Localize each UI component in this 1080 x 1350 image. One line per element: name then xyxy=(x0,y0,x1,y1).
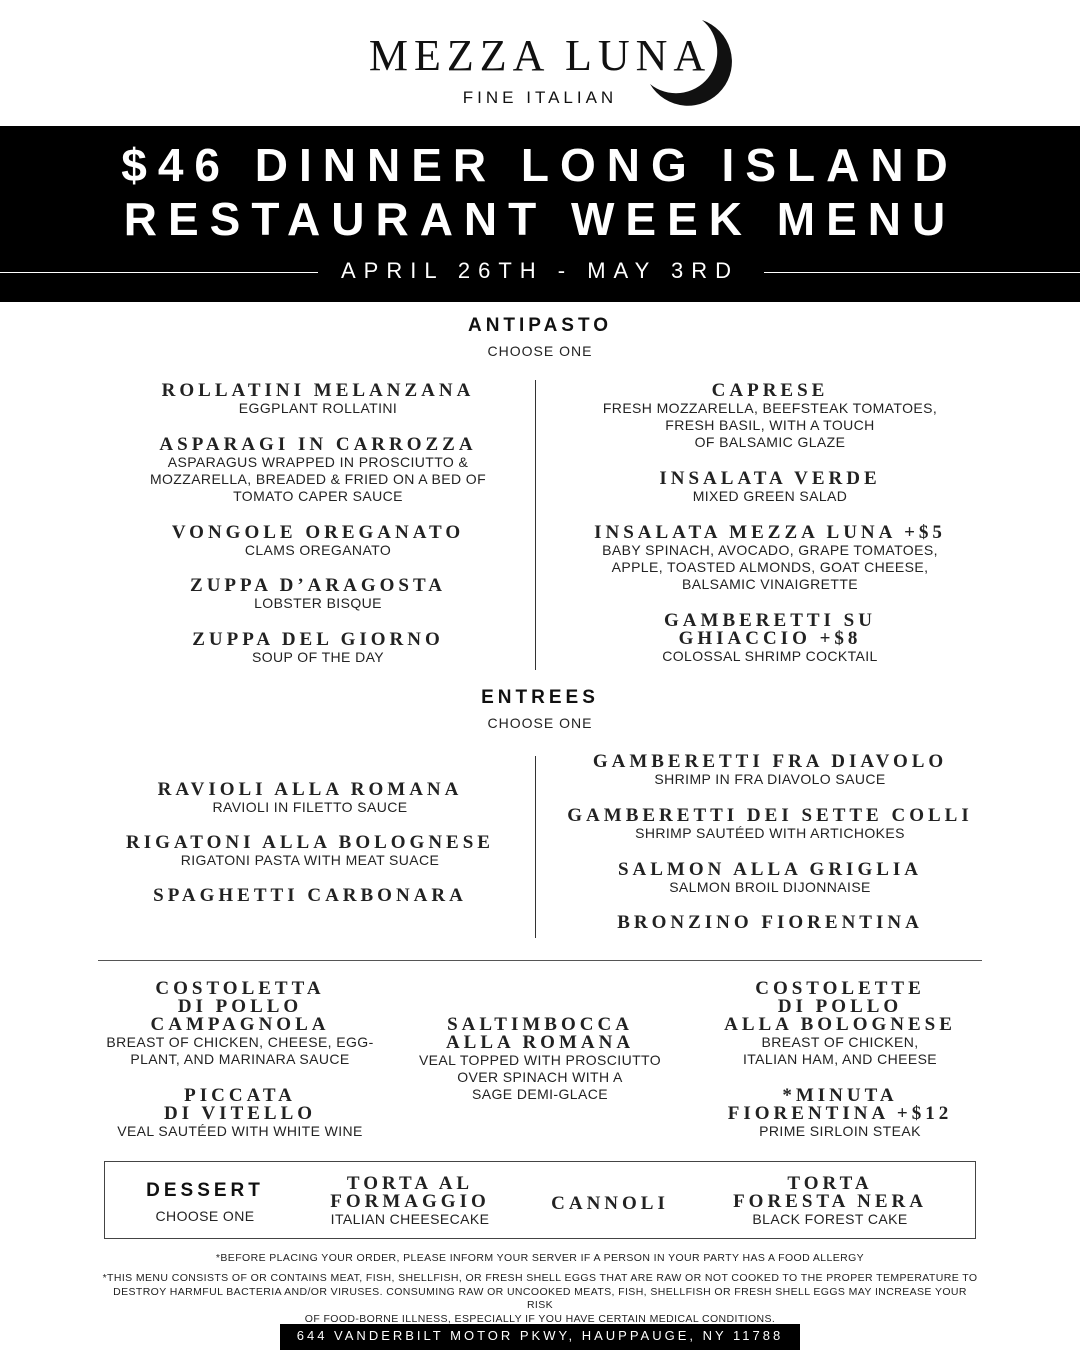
dish-name: ASPARAGI IN CARROZZA xyxy=(159,434,477,455)
menu-item xyxy=(550,753,990,788)
dish-name: FORMAGGIO xyxy=(330,1191,490,1212)
dish-description: VEAL SAUTÉED WITH WHITE WINE xyxy=(117,1123,363,1139)
dish-name: SPAGHETTI CARBONARA xyxy=(153,885,467,906)
dish-description: COLOSSAL SHRIMP COCKTAIL xyxy=(662,648,878,664)
dish-name: COSTOLETTA xyxy=(155,978,325,999)
dish-description: MOZZARELLA, BREADED & FRIED ON A BED OF xyxy=(149,471,487,487)
dish-name: TORTA xyxy=(787,1173,873,1194)
menu-item xyxy=(520,1195,700,1213)
restaurant-address: 644 VANDERBILT MOTOR PKWY, HAUPPAUGE, NY 11788 xyxy=(296,1328,784,1343)
dish-description: RAVIOLI IN FILETTO SAUCE xyxy=(212,799,408,815)
consumption-warning xyxy=(100,1272,980,1326)
dish-description: SHRIMP SAUTÉED WITH ARTICHOKES xyxy=(635,825,905,841)
dish-description: BREAST OF CHICKEN, xyxy=(761,1034,919,1050)
dish-name: FORESTA NERA xyxy=(733,1191,927,1212)
dish-name: DI POLLO xyxy=(777,996,903,1017)
banner-title-line1: $46 DINNER LONG ISLAND xyxy=(121,139,959,191)
dish-name: *MINUTA xyxy=(782,1085,898,1106)
dish-description: LOBSTER BISQUE xyxy=(254,595,382,611)
dish-name: ROLLATINI MELANZANA xyxy=(161,380,475,401)
dish-description: ITALIAN CHEESECAKE xyxy=(330,1211,490,1227)
dish-name: GAMBERETTI DEI SETTE COLLI xyxy=(567,805,973,826)
menu-item xyxy=(560,612,980,665)
dish-description: OF BALSAMIC GLAZE xyxy=(694,434,846,450)
menu-item xyxy=(390,1016,690,1103)
warning-line: *THIS MENU CONSISTS OF OR CONTAINS MEAT, FISH, SHELLFISH, OR FRESH SHELL EGGS THAT ARE RAW OR NOT COOKED TO THE PROPER TEMPERATURE TO xyxy=(102,1272,978,1284)
dish-description: ASPARAGUS WRAPPED IN PROSCIUTTO & xyxy=(167,454,469,470)
dish-name: RAVIOLI ALLA ROMANA xyxy=(157,779,463,800)
menu-item xyxy=(100,631,536,666)
menu-item xyxy=(100,524,536,559)
dish-name: COSTOLETTE xyxy=(755,978,925,999)
dish-description: EGGPLANT ROLLATINI xyxy=(238,400,398,416)
dessert-heading: DESSERT xyxy=(146,1180,264,1201)
dish-description: CLAMS OREGANATO xyxy=(244,542,392,558)
menu-item xyxy=(690,980,990,1068)
menu-item xyxy=(560,524,980,593)
menu-item xyxy=(710,1175,950,1228)
dish-description: OVER SPINACH WITH A xyxy=(457,1069,623,1085)
dish-name: CAMPAGNOLA xyxy=(150,1014,330,1035)
dish-description: SALMON BROIL DIJONNAISE xyxy=(669,879,871,895)
dish-description: BLACK FOREST CAKE xyxy=(752,1211,908,1227)
dish-description: BREAST OF CHICKEN, CHEESE, EGG- xyxy=(106,1034,374,1050)
dessert-subheading: CHOOSE ONE xyxy=(155,1208,255,1224)
dish-name: ALLA ROMANA xyxy=(445,1032,635,1053)
antipasto-subheading: CHOOSE ONE xyxy=(487,343,593,359)
antipasto-heading: ANTIPASTO xyxy=(467,315,613,336)
menu-item xyxy=(100,382,536,417)
menu-item xyxy=(100,577,536,612)
dish-name: DI POLLO xyxy=(177,996,303,1017)
dish-name: ZUPPA D’ARAGOSTA xyxy=(190,575,446,596)
dish-description: PRIME SIRLOIN STEAK xyxy=(759,1123,921,1139)
menu-item xyxy=(90,980,390,1068)
dish-description: RIGATONI PASTA WITH MEAT SUACE xyxy=(180,852,440,868)
section-divider xyxy=(98,960,982,961)
menu-item xyxy=(300,1175,520,1228)
dish-name: SALTIMBOCCA xyxy=(447,1014,633,1035)
menu-item xyxy=(90,781,530,816)
menu-item xyxy=(100,436,536,505)
dish-name: ALLA BOLOGNESE xyxy=(724,1014,956,1035)
logo-tagline: FINE ITALIAN xyxy=(462,88,618,107)
dish-name: DI VITELLO xyxy=(163,1103,317,1124)
dish-description: VEAL TOPPED WITH PROSCIUTTO xyxy=(418,1052,662,1068)
dish-name: CANNOLI xyxy=(551,1193,669,1214)
dish-description: SAGE DEMI-GLACE xyxy=(472,1086,608,1102)
dish-name: PICCATA xyxy=(184,1085,296,1106)
menu-item xyxy=(90,1087,390,1140)
entrees-column-divider xyxy=(535,756,536,938)
dish-name: ZUPPA DEL GIORNO xyxy=(192,629,444,650)
dish-name: GHIACCIO +$8 xyxy=(678,628,862,649)
menu-item xyxy=(560,470,980,505)
dish-description: ITALIAN HAM, AND CHEESE xyxy=(742,1051,938,1067)
banner-dates: APRIL 26TH - MAY 3RD xyxy=(341,258,739,283)
dessert-header xyxy=(120,1180,290,1225)
dish-name: INSALATA VERDE xyxy=(659,468,881,489)
menu-item xyxy=(550,807,990,842)
menu-item xyxy=(560,382,980,451)
dish-description: SHRIMP IN FRA DIAVOLO SAUCE xyxy=(654,771,886,787)
dish-description: BABY SPINACH, AVOCADO, GRAPE TOMATOES, xyxy=(602,542,938,558)
logo-name: MEZZA LUNA xyxy=(368,31,712,80)
dish-name: GAMBERETTI FRA DIAVOLO xyxy=(592,751,948,772)
dish-description: FRESH MOZZARELLA, BEEFSTEAK TOMATOES, xyxy=(602,400,938,416)
menu-item xyxy=(90,834,530,869)
dish-name: GAMBERETTI SU xyxy=(664,610,876,631)
banner-title-line2: RESTAURANT WEEK MENU xyxy=(123,193,957,245)
dish-name: FIORENTINA +$12 xyxy=(727,1103,953,1124)
dish-name: TORTA AL xyxy=(346,1173,474,1194)
menu-item xyxy=(690,1087,990,1140)
dish-name: CAPRESE xyxy=(711,380,829,401)
allergy-notice: *BEFORE PLACING YOUR ORDER, PLEASE INFORM YOUR SERVER IF A PERSON IN YOUR PARTY HAS A FOOD ALLERGY xyxy=(215,1252,865,1264)
dish-description: SOUP OF THE DAY xyxy=(251,649,385,665)
entrees-heading: ENTREES xyxy=(481,687,599,708)
dish-name: RIGATONI ALLA BOLOGNESE xyxy=(126,832,494,853)
dish-description: APPLE, TOASTED ALMONDS, GOAT CHEESE, xyxy=(611,559,929,575)
dish-name: INSALATA MEZZA LUNA +$5 xyxy=(594,522,946,543)
dish-description: PLANT, AND MARINARA SAUCE xyxy=(130,1051,350,1067)
dish-description: FRESH BASIL, WITH A TOUCH xyxy=(665,417,875,433)
entrees-subheading: CHOOSE ONE xyxy=(487,715,593,731)
menu-item xyxy=(90,887,530,905)
dish-description: BALSAMIC VINAIGRETTE xyxy=(681,576,859,592)
warning-line: OF FOOD-BORNE ILLNESS, ESPECIALLY IF YOU HAVE CERTAIN MEDICAL CONDITIONS. xyxy=(304,1312,776,1325)
menu-item xyxy=(550,914,990,932)
dish-name: BRONZINO FIORENTINA xyxy=(617,912,923,933)
menu-item xyxy=(550,861,990,896)
warning-line: DESTROY HARMFUL BACTERIA AND/OR VIRUSES. CONSUMING RAW OR UNCOOKED MEATS, FISH, SHELLFISH OR FRESH SHELL EGGS MAY INCREASE YOUR RISK xyxy=(113,1285,967,1311)
dish-description: MIXED GREEN SALAD xyxy=(692,488,848,504)
dish-name: SALMON ALLA GRIGLIA xyxy=(617,859,923,880)
dish-description: TOMATO CAPER SAUCE xyxy=(233,488,403,504)
dish-name: VONGOLE OREGANATO xyxy=(171,522,465,543)
